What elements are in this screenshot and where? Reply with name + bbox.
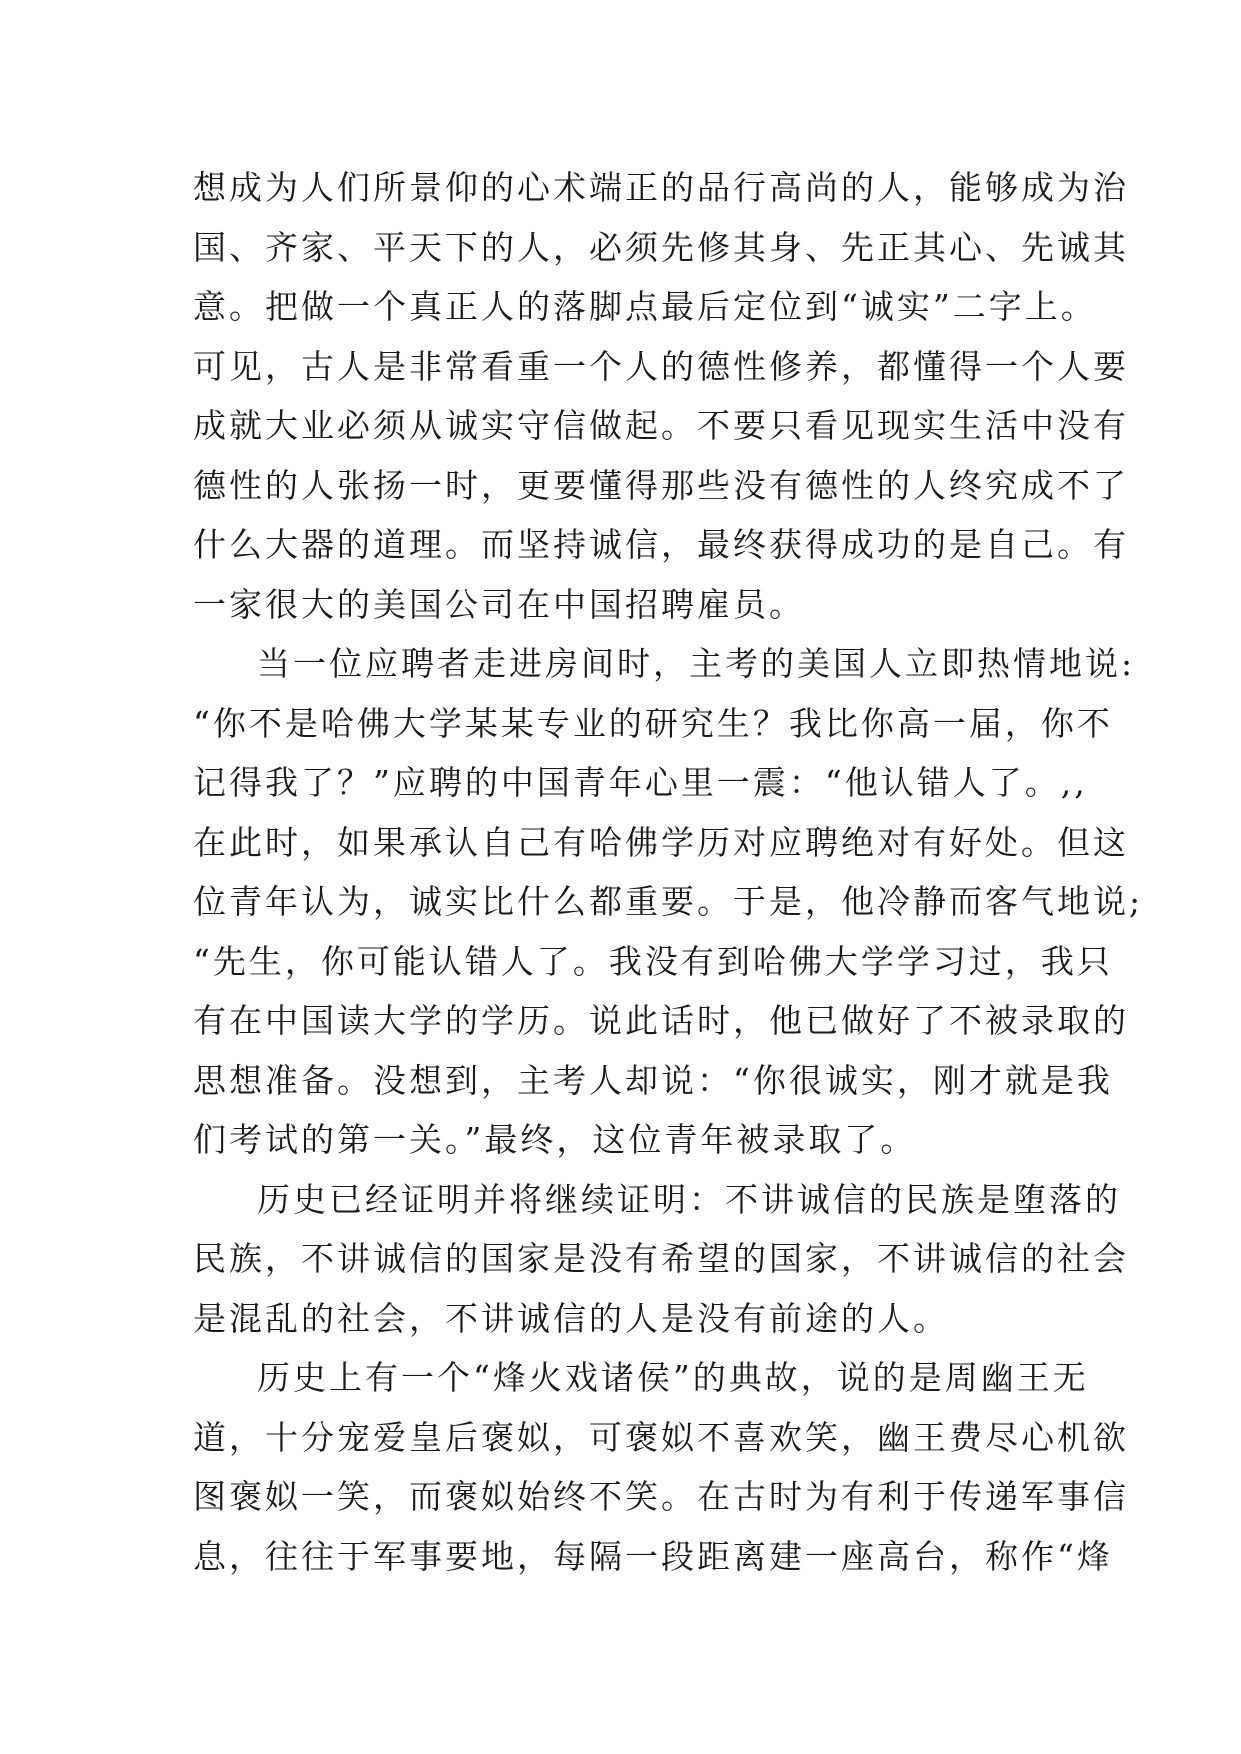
text-line-8: 一家很大的美国公司在中国招聘雇员。	[193, 584, 805, 624]
text-line-3: 意。把做一个真正人的落脚点最后定位到“诚实”二字上。	[193, 287, 1097, 326]
text-line-7: 什么大器的道理。而坚持诚信，最终获得成功的是自己。有	[193, 525, 1129, 564]
text-line-21: 历史上有一个“烽火戏诸侯”的典故，说的是周幽王无	[257, 1358, 1089, 1397]
text-line-10: “你不是哈佛大学某某专业的研究生？我比你高一届，你不	[193, 703, 1113, 743]
text-line-20: 是混乱的社会，不讲诚信的人是没有前途的人。	[193, 1298, 949, 1338]
text-line-13: 位青年认为，诚实比什么都重要。于是，他冷静而客气地说;	[193, 882, 1144, 921]
body-text	[193, 158, 1144, 1586]
text-line-12: 在此时，如果承认自己有哈佛学历对应聘绝对有好处。但这	[193, 822, 1129, 862]
text-line-14: “先生，你可能认错人了。我没有到哈佛大学学习过，我只	[193, 941, 1113, 981]
text-line-1: 想成为人们所景仰的心术端正的品行高尚的人，能够成为治	[193, 168, 1129, 207]
text-line-15: 有在中国读大学的学历。说此话时，他已做好了不被录取的	[193, 1001, 1129, 1040]
text-line-11: 记得我了？”应聘的中国青年心里一震：“他认错人了。,,	[193, 763, 1088, 802]
text-line-16: 思想准备。没想到，主考人却说：“你很诚实，刚才就是我	[193, 1060, 1113, 1100]
text-line-24: 息，往往于军事要地，每隔一段距离建一座高台，称作“烽	[193, 1536, 1113, 1576]
text-line-22: 道，十分宠爱皇后褒姒，可褒姒不喜欢笑，幽王费尽心机欲	[193, 1417, 1129, 1457]
text-line-9: 当一位应聘者走进房间时，主考的美国人立即热情地说:	[257, 644, 1136, 683]
text-line-4: 可见，古人是非常看重一个人的德性修养，都懂得一个人要	[193, 346, 1129, 386]
text-line-2: 国、齐家、平天下的人，必须先修其身、先正其心、先诚其	[193, 227, 1129, 267]
text-line-5: 成就大业必须从诚实守信做起。不要只看见现实生活中没有	[193, 406, 1129, 445]
text-line-6: 德性的人张扬一时，更要懂得那些没有德性的人终究成不了	[193, 465, 1129, 505]
text-line-19: 民族，不讲诚信的国家是没有希望的国家，不讲诚信的社会	[193, 1239, 1129, 1278]
text-line-18: 历史已经证明并将继续证明：不讲诚信的民族是堕落的	[257, 1179, 1121, 1219]
text-line-17: 们考试的第一关。”最终，这位青年被录取了。	[193, 1120, 917, 1159]
text-line-23: 图褒姒一笑，而褒姒始终不笑。在古时为有利于传递军事信	[193, 1477, 1129, 1516]
